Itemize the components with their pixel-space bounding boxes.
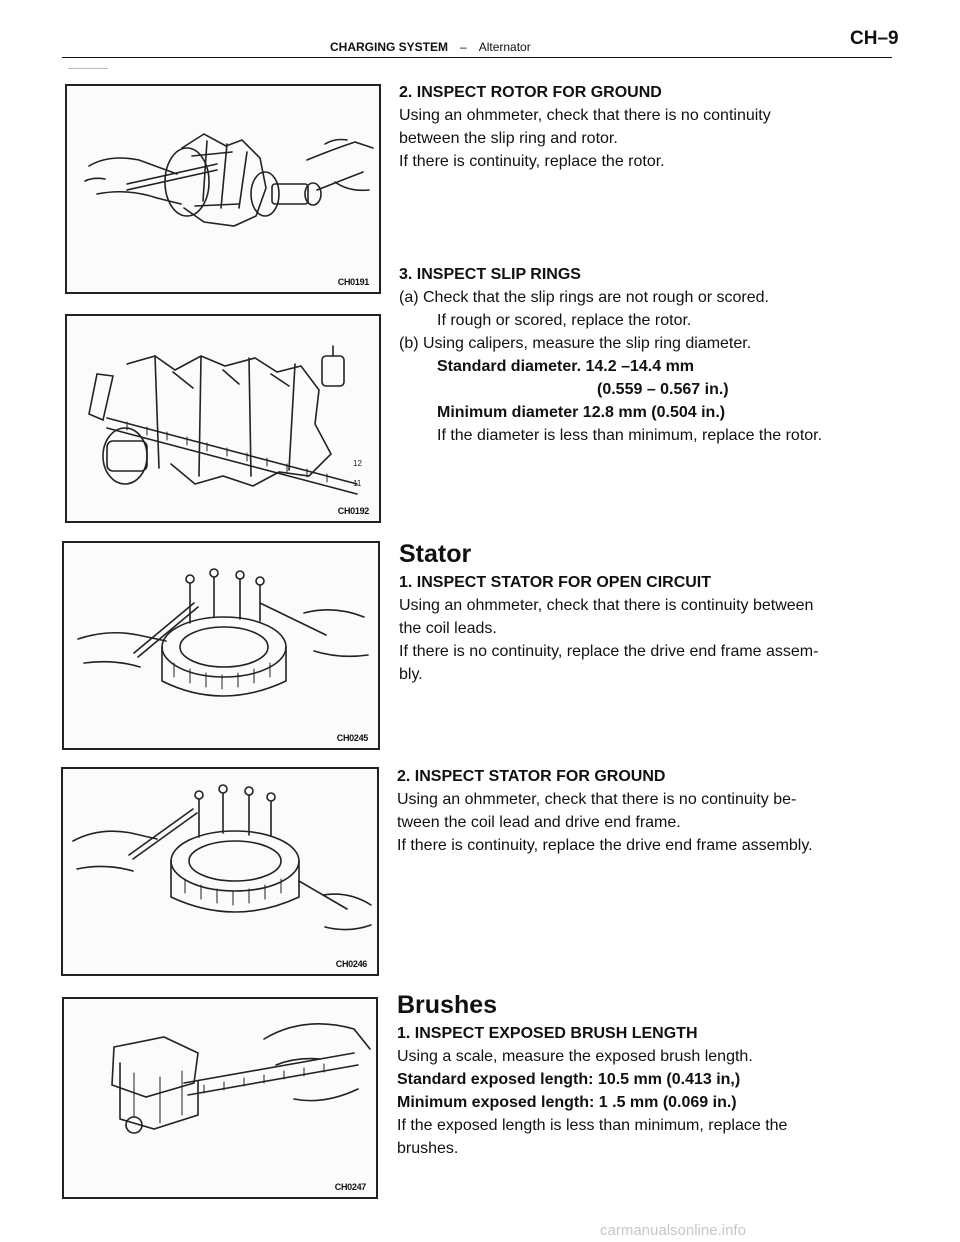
slip-rings-section xyxy=(399,263,822,447)
svg-text:12: 12 xyxy=(353,459,362,468)
step-title: 1. INSPECT STATOR FOR OPEN CIRCUIT xyxy=(399,574,712,591)
figure-code: CH0191 xyxy=(337,277,369,287)
figure-code: CH0246 xyxy=(335,959,367,969)
body-line: (a) Check that the slip rings are not rough or scored. xyxy=(399,289,769,306)
rotor-ground-section xyxy=(399,81,771,173)
body-line: the coil leads. xyxy=(399,620,497,637)
rotor-calipers-illustration xyxy=(65,314,381,523)
step-title: 2. INSPECT STATOR FOR GROUND xyxy=(397,768,666,785)
section-heading: Brushes xyxy=(397,991,498,1019)
spec-minimum: Minimum exposed length: 1 .5 mm (0.069 in.) xyxy=(397,1094,737,1111)
spec-standard-inches: (0.559 – 0.567 in.) xyxy=(597,381,729,398)
body-line: Using an ohmmeter, check that there is continuity between xyxy=(399,597,814,614)
header-section: CHARGING SYSTEM xyxy=(330,40,449,54)
step-title: 3. INSPECT SLIP RINGS xyxy=(399,266,581,283)
stator-section xyxy=(399,537,818,686)
body-line: If the exposed length is less than minimum, replace the xyxy=(397,1117,788,1134)
body-line: between the slip ring and rotor. xyxy=(399,130,618,147)
body-line: Using a scale, measure the exposed brush length. xyxy=(397,1048,753,1065)
stator-ground-section xyxy=(397,765,813,857)
corner-mark xyxy=(68,68,108,69)
body-line: bly. xyxy=(399,666,423,683)
figure-code: CH0247 xyxy=(334,1182,366,1192)
body-line: If there is no continuity, replace the drive end frame assem- xyxy=(399,643,819,660)
body-line: If rough or scored, replace the rotor. xyxy=(437,312,692,329)
step-title: 2. INSPECT ROTOR FOR GROUND xyxy=(399,84,662,101)
svg-text:11: 11 xyxy=(353,479,362,488)
body-line: If there is continuity, replace the rotor. xyxy=(399,153,665,170)
spec-standard: Standard diameter. 14.2 –14.4 mm xyxy=(437,358,695,375)
figure-code: CH0192 xyxy=(337,506,369,516)
watermark: carmanualsonline.info xyxy=(600,1222,746,1239)
figure-code: CH0245 xyxy=(336,733,368,743)
running-header xyxy=(330,40,531,54)
body-line: If the diameter is less than minimum, replace the rotor. xyxy=(437,427,823,444)
stator-ground-illustration xyxy=(61,767,379,976)
header-subsection: Alternator xyxy=(478,40,531,54)
brush-scale-illustration xyxy=(62,997,378,1199)
body-line: (b) Using calipers, measure the slip ring diameter. xyxy=(399,335,752,352)
spec-minimum: Minimum diameter 12.8 mm (0.504 in.) xyxy=(437,404,726,421)
body-line: If there is continuity, replace the drive end frame assembly. xyxy=(397,837,813,854)
brushes-section xyxy=(397,988,787,1160)
rotor-ohmmeter-illustration xyxy=(65,84,381,294)
body-line: tween the coil lead and drive end frame. xyxy=(397,814,681,831)
header-rule xyxy=(62,57,892,58)
spec-standard: Standard exposed length: 10.5 mm (0.413 in,) xyxy=(397,1071,741,1088)
step-title: 1. INSPECT EXPOSED BRUSH LENGTH xyxy=(397,1025,698,1042)
stator-ohmmeter-illustration xyxy=(62,541,380,750)
page-number: CH–9 xyxy=(850,28,899,49)
body-line: Using an ohmmeter, check that there is no continuity xyxy=(399,107,771,124)
body-line: brushes. xyxy=(397,1140,459,1157)
body-line: Using an ohmmeter, check that there is no continuity be- xyxy=(397,791,797,808)
header-separator: – xyxy=(460,40,467,54)
section-heading: Stator xyxy=(399,540,472,568)
